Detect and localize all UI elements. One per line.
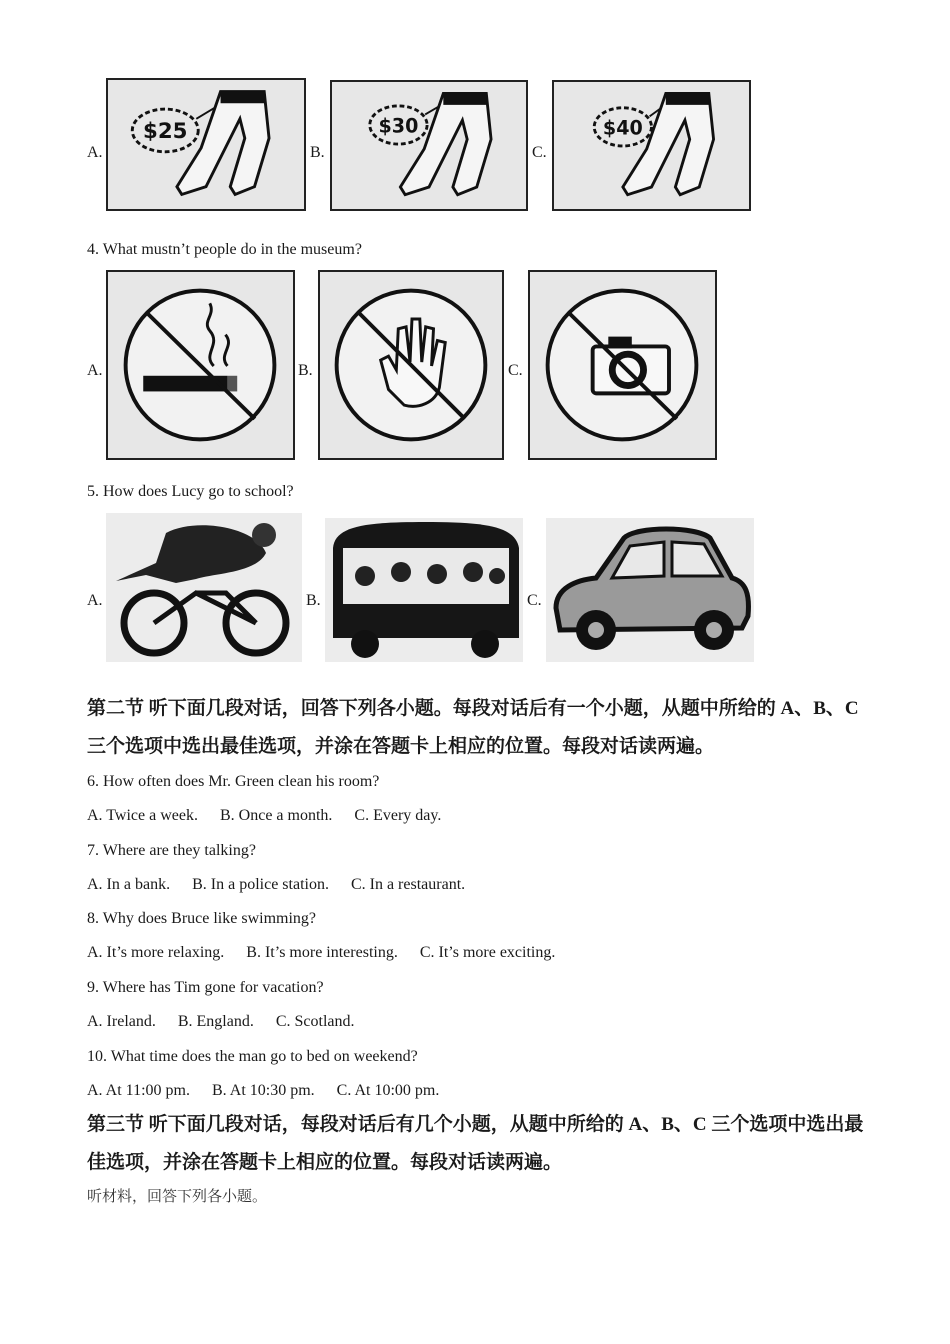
q3-option-c-image: [552, 80, 751, 211]
section-3-note: 听材料，回答下列各小题。: [87, 1189, 268, 1205]
q10-option-b: B. At 10:30 pm.: [211, 1082, 315, 1099]
q6-option-b: B. Once a month.: [219, 807, 333, 824]
q9-option-b: B. England.: [177, 1013, 254, 1030]
q4-option-a-label: A.: [87, 362, 103, 379]
q6-option-c: C. Every day.: [354, 807, 442, 824]
q9-answers: [87, 1012, 355, 1032]
no-touching-icon: [320, 272, 502, 458]
q5-option-b-label: B.: [306, 592, 321, 609]
q6-question: 6. How often does Mr. Green clean his room?: [87, 773, 380, 790]
q7-option-b: B. In a police station.: [192, 876, 329, 893]
q7-option-c: C. In a restaurant.: [350, 876, 466, 893]
no-smoking-icon: [108, 272, 293, 458]
q3-option-a-price: $25: [142, 119, 188, 145]
q5-option-c-label: C.: [527, 592, 542, 609]
bicycle-icon: [106, 513, 302, 662]
q4-question: 4. What mustn’t people do in the museum?: [87, 241, 362, 258]
q7-answers: [87, 875, 465, 895]
bus-icon: [325, 518, 523, 662]
q7-option-a: A. In a bank.: [87, 876, 171, 893]
no-photos-icon: [530, 272, 715, 458]
section-2-heading: 第二节 听下面几段对话，回答下列各小题。每段对话后有一个小题，从题中所给的 A、B、C 三个选项中选出最佳选项，并涂在答题卡上相应的位置。每段对话读两遍。: [87, 698, 859, 757]
q3-option-a-image: [106, 78, 306, 211]
q10-option-a: A. At 11:00 pm.: [87, 1082, 190, 1099]
q6-option-a: A. Twice a week.: [87, 807, 198, 824]
q3-option-b-image: [330, 80, 528, 211]
car-icon: [546, 518, 754, 662]
q3-option-c-price: $40: [602, 116, 643, 140]
q5-option-c-image: [546, 518, 754, 662]
q8-option-b: B. It’s more interesting.: [246, 944, 398, 961]
q8-question: 8. Why does Bruce like swimming?: [87, 910, 316, 927]
q8-option-a: A. It’s more relaxing.: [87, 944, 225, 961]
q4-option-a-image: [106, 270, 295, 460]
q3-option-a-label: A.: [87, 144, 103, 161]
q7-question: 7. Where are they talking?: [87, 842, 256, 859]
trousers-price-icon: [554, 82, 749, 209]
q3-option-b-label: B.: [310, 144, 325, 161]
q5-question: 5. How does Lucy go to school?: [87, 483, 294, 500]
q8-option-c: C. It’s more exciting.: [419, 944, 556, 961]
q9-option-a: A. Ireland.: [87, 1013, 156, 1030]
q5-option-a-image: [106, 513, 302, 662]
q3-option-c-label: C.: [532, 144, 547, 161]
trousers-price-icon: [332, 82, 526, 209]
q10-answers: [87, 1081, 439, 1101]
section-3-heading: 第三节 听下面几段对话，每段对话后有几个小题，从题中所给的 A、B、C 三个选项中选出最佳选项，并涂在答题卡上相应的位置。每段对话读两遍。: [87, 1114, 864, 1173]
q4-option-b-label: B.: [298, 362, 313, 379]
q5-option-b-image: [325, 518, 523, 662]
q9-option-c: C. Scotland.: [275, 1013, 355, 1030]
q8-answers: [87, 943, 555, 963]
trousers-price-icon: [108, 80, 304, 209]
q5-option-a-label: A.: [87, 592, 103, 609]
q3-option-b-price: $30: [378, 114, 419, 138]
q9-question: 9. Where has Tim gone for vacation?: [87, 979, 324, 996]
q10-option-c: C. At 10:00 pm.: [336, 1082, 440, 1099]
q6-answers: [87, 806, 441, 826]
q10-question: 10. What time does the man go to bed on weekend?: [87, 1048, 418, 1065]
q4-option-c-image: [528, 270, 717, 460]
q4-option-c-label: C.: [508, 362, 523, 379]
q4-option-b-image: [318, 270, 504, 460]
